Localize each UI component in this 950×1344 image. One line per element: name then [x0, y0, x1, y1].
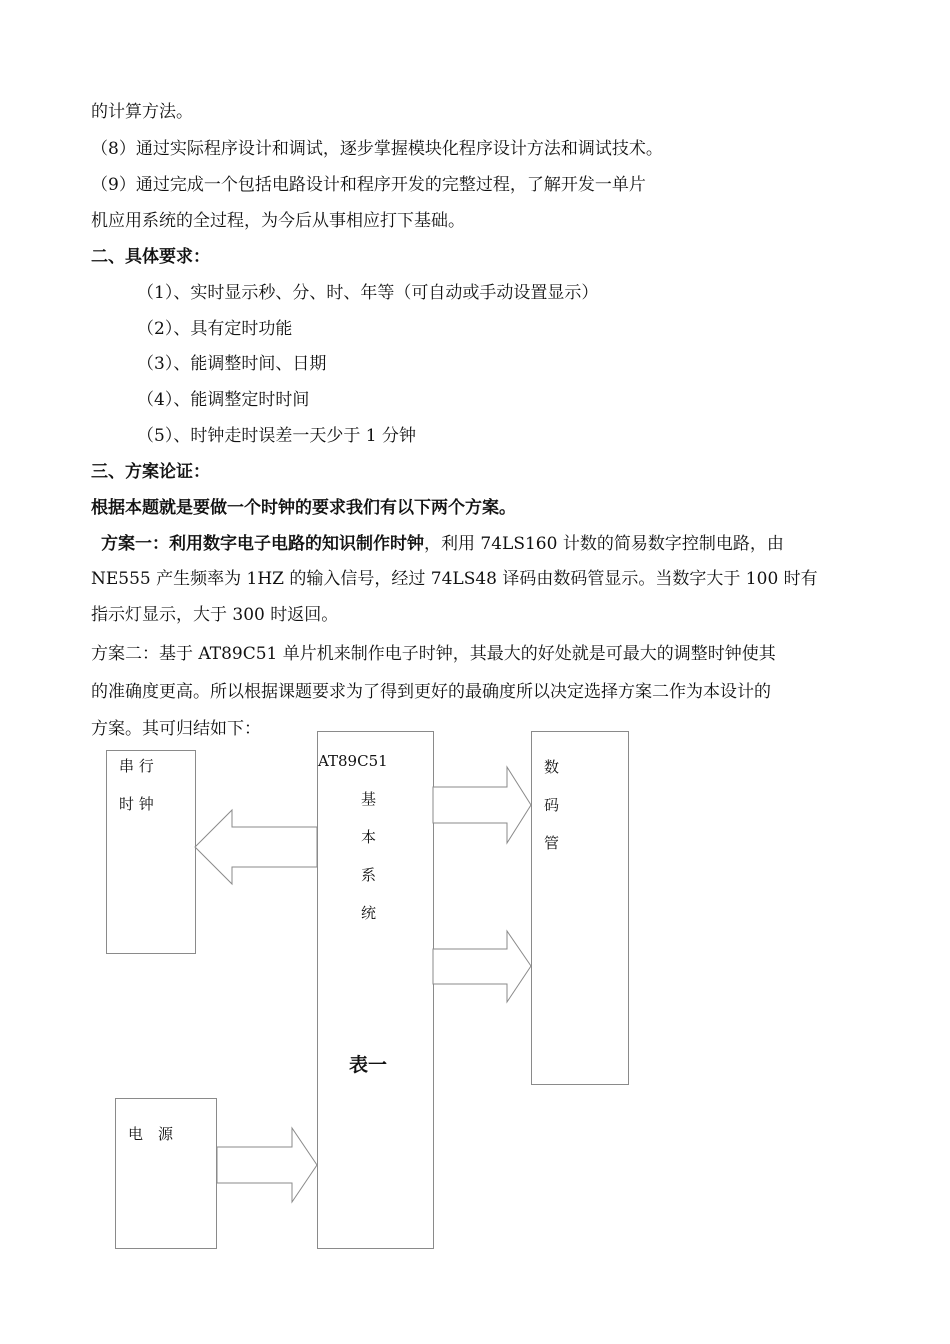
arrow-to-serial-clock [195, 810, 317, 884]
text-line: 的计算方法。 [91, 102, 193, 122]
requirement-item: （3）、能调整时间、日期 [137, 354, 327, 374]
mcu-sub-4: 统 [361, 904, 377, 922]
display-label-3: 管 [544, 834, 560, 852]
text-line: NE555 产生频率为 1HZ 的输入信号，经过 74LS48 译码由数码管显示。当数字大于 100 时有 [91, 569, 818, 589]
requirement-item: （2）、具有定时功能 [137, 319, 293, 339]
arrow-to-display-2 [433, 931, 531, 1002]
requirement-item: （4）、能调整定时时间 [137, 390, 310, 410]
section-heading: 二、具体要求： [91, 247, 210, 267]
mcu-sub-1: 基 [361, 790, 377, 808]
mcu-title: AT89C51 [318, 752, 388, 770]
mcu-sub-2: 本 [361, 828, 377, 846]
text-line: （9）通过完成一个包括电路设计和程序开发的完整过程，了解开发一单片 [91, 175, 646, 195]
display-label-2: 码 [544, 796, 560, 814]
power-label: 电 源 [128, 1125, 174, 1143]
arrow-from-power [217, 1128, 317, 1202]
text-line: 方案二：基于 AT89C51 单片机来制作电子时钟，其最大的好处就是可最大的调整时钟使其 [91, 644, 776, 664]
arrow-to-display-1 [433, 767, 531, 843]
display-label-1: 数 [544, 758, 560, 776]
text-line: 机应用系统的全过程，为今后从事相应打下基础。 [91, 211, 465, 231]
requirement-item: （5）、时钟走时误差一天少于 1 分钟 [137, 426, 416, 446]
scheme-one-title: 方案一：利用数字电子电路的知识制作时钟 [101, 534, 424, 554]
text-line: 方案。其可归结如下： [91, 719, 261, 739]
mcu-sub-3: 系 [361, 866, 377, 884]
lead-sentence: 根据本题就是要做一个时钟的要求我们有以下两个方案。 [91, 498, 516, 518]
diagram-caption: 表一 [349, 1055, 388, 1076]
serial-clock-label-1: 串 行 [119, 757, 154, 775]
scheme-one-text: ，利用 74LS160 计数的简易数字控制电路，由 [424, 534, 784, 554]
text-line: 的准确度更高。所以根据课题要求为了得到更好的最确度所以决定选择方案二作为本设计的 [91, 682, 771, 702]
text-line: 指示灯显示，大于 300 时返回。 [91, 605, 339, 625]
section-heading: 三、方案论证： [91, 462, 210, 482]
serial-clock-label-2: 时 钟 [119, 795, 154, 813]
requirement-item: （1）、实时显示秒、分、时、年等（可自动或手动设置显示） [137, 283, 599, 303]
text-line: （8）通过实际程序设计和调试，逐步掌握模块化程序设计方法和调试技术。 [91, 139, 663, 159]
